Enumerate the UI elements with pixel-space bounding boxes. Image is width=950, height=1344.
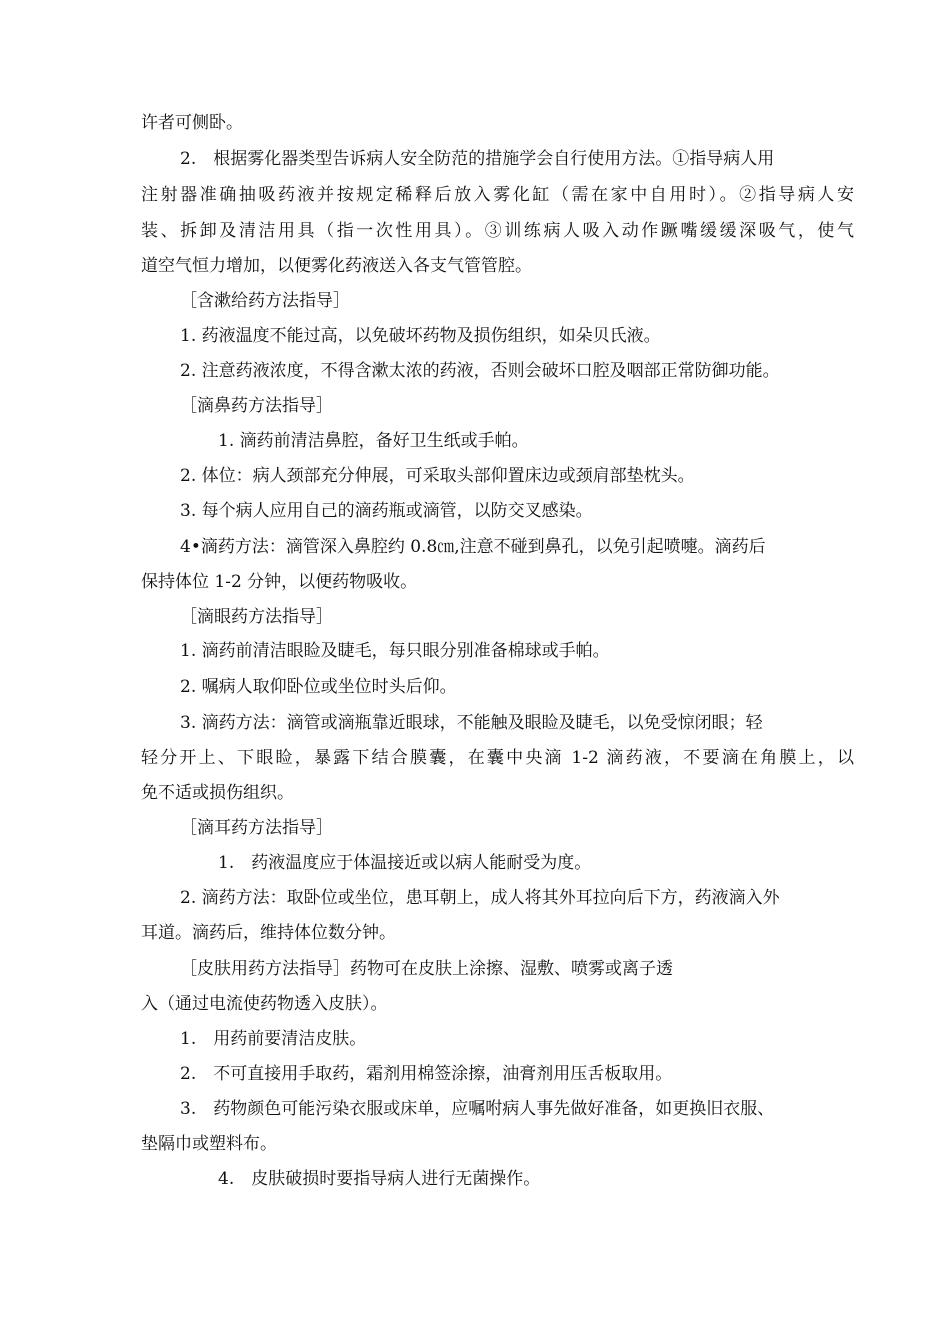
- text-line: 入（通过电流使药物透入皮肤）。: [141, 994, 388, 1014]
- section-heading: ［滴眼药方法指导］: [180, 607, 333, 627]
- section-heading: ［滴耳药方法指导］: [180, 818, 333, 838]
- section-heading: ［滴鼻药方法指导］: [180, 396, 333, 416]
- text-line: 耳道。滴药后，维持体位数分钟。: [141, 923, 396, 943]
- text-line: 轻分开上、下眼睑，暴露下结合膜囊，在囊中央滴 1-2 滴药液，不要滴在角膜上，以: [141, 748, 854, 768]
- text-line: 1. 用药前要清洁皮肤。: [180, 1029, 367, 1049]
- text-line: 2. 嘱病人取仰卧位或坐位时头后仰。: [180, 677, 457, 697]
- text-line: 1. 滴药前清洁眼睑及睫毛，每只眼分别准备棉球或手帕。: [180, 641, 610, 661]
- text-line: 4•滴药方法：滴管深入鼻腔约 0.8㎝,注意不碰到鼻孔，以免引起喷嚏。滴药后: [180, 537, 766, 557]
- text-line: 2. 体位：病人颈部充分伸展，可采取头部仰置床边或颈肩部垫枕头。: [180, 466, 695, 486]
- text-line: 装、拆卸及清洁用具（指一次性用具）。③训练病人吸入动作蹶嘴缓缓深吸气，使气: [141, 221, 854, 241]
- text-line: 1. 药液温度应于体温接近或以病人能耐受为度。: [218, 853, 592, 873]
- text-line: 2. 滴药方法：取卧位或坐位，患耳朝上，成人将其外耳拉向后下方，药液滴入外: [180, 888, 780, 908]
- text-line: 垫隔巾或塑料布。: [141, 1134, 277, 1154]
- text-line: 3. 每个病人应用自己的滴药瓶或滴管，以防交叉感染。: [180, 501, 593, 521]
- text-line: 许者可侧卧。: [141, 113, 243, 133]
- text-line: 3. 药物颜色可能污染衣服或床单，应嘱咐病人事先做好准备，如更换旧衣服、: [180, 1099, 775, 1119]
- text-line: 2. 不可直接用手取药，霜剂用棉签涂擦，油膏剂用压舌板取用。: [180, 1064, 673, 1084]
- text-line: 1. 滴药前清洁鼻腔，备好卫生纸或手帕。: [218, 431, 529, 451]
- text-line: 道空气恒力增加，以便雾化药液送入各支气管管腔。: [141, 256, 532, 276]
- text-line: 2. 根据雾化器类型告诉病人安全防范的措施学会自行使用方法。①指导病人用: [180, 149, 775, 169]
- text-line: 4. 皮肤破损时要指导病人进行无菌操作。: [218, 1169, 541, 1189]
- text-line: 注射器准确抽吸药液并按规定稀释后放入雾化缸（需在家中自用时）。②指导病人安: [141, 185, 854, 205]
- text-line: 保持体位 1-2 分钟，以便药物吸收。: [141, 572, 418, 592]
- section-heading: ［含漱给药方法指导］: [180, 291, 350, 311]
- section-heading: ［皮肤用药方法指导］药物可在皮肤上涂擦、湿敷、喷雾或离子透: [180, 959, 673, 979]
- text-line: 2. 注意药液浓度，不得含漱太浓的药液，否则会破坏口腔及咽部正常防御功能。: [180, 361, 780, 381]
- text-line: 3. 滴药方法：滴管或滴瓶靠近眼球，不能触及眼睑及睫毛，以免受惊闭眼；轻: [180, 713, 763, 733]
- text-line: 免不适或损伤组织。: [141, 783, 294, 803]
- text-line: 1. 药液温度不能过高，以免破坏药物及损伤组织，如朵贝氏液。: [180, 326, 661, 346]
